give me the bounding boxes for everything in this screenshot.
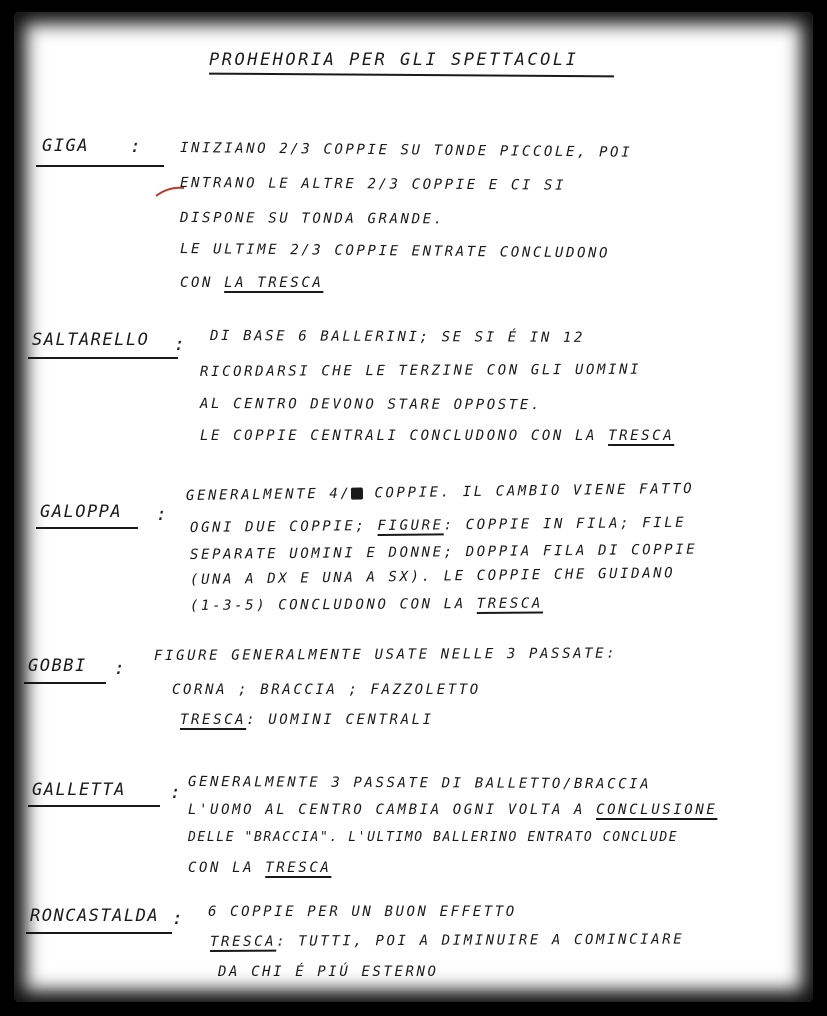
text-line [186, 481, 694, 504]
text-line [180, 275, 323, 291]
text-fragment: CON [180, 275, 225, 291]
underlined-term: CONCLUSIONE [596, 802, 718, 818]
handwritten-page [14, 12, 813, 1002]
text-line: INIZIANO 2/3 COPPIE SU TONDE PICCOLE, POI [179, 140, 633, 161]
section-label-galletta: GALLETTA [32, 780, 126, 800]
underlined-term: TRESCA [180, 712, 247, 728]
colon: : [156, 504, 167, 525]
text-fragment: (1-3-5) CONCLUDONO CON LA [189, 595, 477, 614]
colon: : [174, 334, 185, 355]
text-fragment: OGNI DUE COPPIE; [189, 518, 378, 536]
text-fragment: CON LA [188, 860, 266, 876]
text-line: (UNA A DX E UNA A SX). LE COPPIE CHE GUIDANO [189, 565, 676, 588]
text-fragment: GENERALMENTE 4/ [185, 485, 352, 504]
section-label-galoppa: GALOPPA [40, 502, 123, 522]
text-fragment: : TUTTI, POI A DIMINUIRE A COMINCIARE [276, 931, 685, 950]
underlined-term: LA TRESCA [224, 275, 324, 291]
text-line [210, 932, 684, 950]
underlined-term: TRESCA [265, 860, 332, 876]
colon: : [114, 658, 125, 679]
colon: : [130, 136, 141, 157]
text-line [190, 596, 543, 614]
text-fragment: COPPIE. IL CAMBIO VIENE FATTO [363, 480, 695, 502]
label-underline [24, 682, 106, 684]
text-line: GENERALMENTE 3 PASSATE DI BALLETTO/BRACCIA [187, 774, 652, 793]
label-underline [26, 932, 172, 934]
page-title: PROHEHORIA PER GLI SPETTACOLI [209, 50, 579, 70]
text-fragment: LE COPPIE CENTRALI CONCLUDONO CON LA [200, 428, 609, 444]
colon: : [172, 908, 183, 929]
text-line: SEPARATE UOMINI E DONNE; DOPPIA FILA DI COPPIE [189, 541, 698, 563]
section-label-roncastalda: RONCASTALDA [30, 906, 160, 926]
text-fragment: : UOMINI CENTRALI [246, 712, 434, 728]
text-line [190, 515, 686, 536]
colon: : [170, 782, 181, 803]
text-line: DELLE "BRACCIA". L'ULTIMO BALLERINO ENTRATO CONCLUDE [188, 830, 679, 845]
text-line: DISPONE SU TONDA GRANDE. [179, 210, 445, 228]
underlined-term: TRESCA [209, 933, 277, 950]
section-label-saltarello: SALTARELLO [32, 330, 150, 350]
label-underline [36, 527, 138, 529]
text-line: DA CHI É PIÚ ESTERNO [218, 964, 439, 980]
text-line [188, 860, 331, 876]
title-underline [209, 73, 614, 78]
text-line: DI BASE 6 BALLERINI; SE SI É IN 12 [209, 328, 586, 346]
scribble-mark-icon [351, 488, 363, 500]
label-underline [36, 165, 164, 167]
text-line: LE ULTIME 2/3 COPPIE ENTRATE CONCLUDONO [179, 241, 611, 262]
text-fragment: : COPPIE IN FILA; FILE [443, 514, 687, 534]
underlined-term: FIGURE [377, 517, 444, 535]
text-line: ENTRANO LE ALTRE 2/3 COPPIE E CI SI [179, 175, 567, 194]
text-line [200, 428, 674, 444]
text-line: FIGURE GENERALMENTE USATE NELLE 3 PASSATE: [153, 645, 618, 664]
text-line: AL CENTRO DEVONO STARE OPPOSTE. [199, 396, 542, 414]
label-underline [28, 805, 160, 807]
text-line [188, 802, 717, 818]
underlined-term: TRESCA [608, 428, 675, 444]
text-line: 6 COPPIE PER UN BUON EFFETTO [208, 904, 517, 920]
text-line: RICORDARSI CHE LE TERZINE CON GLI UOMINI [199, 361, 642, 380]
text-line: CORNA ; BRACCIA ; FAZZOLETTO [172, 682, 481, 698]
text-fragment: L'UOMO AL CENTRO CAMBIA OGNI VOLTA A [188, 802, 597, 818]
label-underline [28, 357, 178, 359]
text-line [180, 712, 434, 728]
underlined-term: TRESCA [476, 595, 543, 612]
section-label-giga: GIGA [42, 136, 89, 156]
section-label-gobbi: GOBBI [28, 656, 87, 676]
